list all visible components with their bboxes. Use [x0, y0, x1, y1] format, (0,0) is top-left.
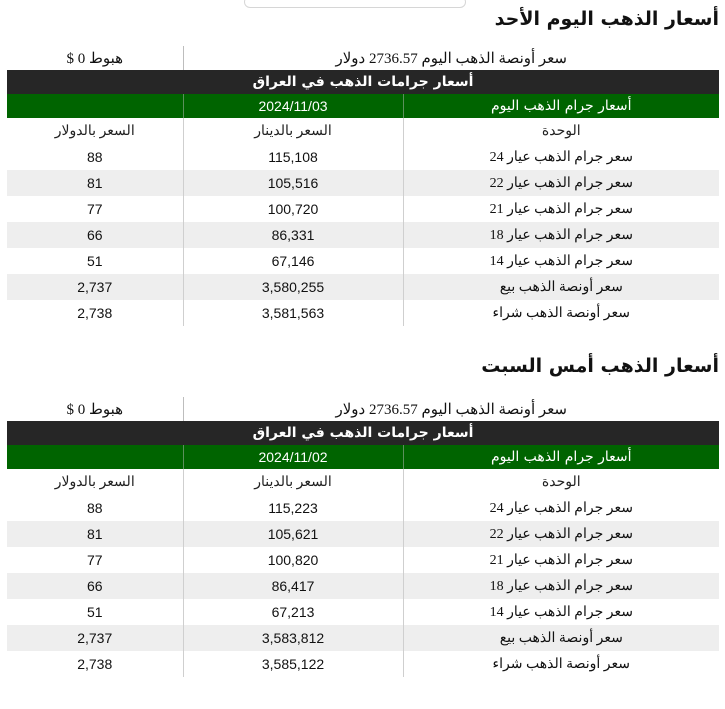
col-unit-header: الوحدة — [403, 469, 719, 495]
col-dinar-header: السعر بالدينار — [183, 469, 403, 495]
row-usd: 51 — [86, 604, 103, 620]
col-unit-header: الوحدة — [403, 118, 719, 144]
search-box-edge[interactable] — [244, 0, 466, 8]
row-dinar: 3,581,563 — [183, 300, 403, 326]
row-usd: 88 — [86, 500, 103, 516]
table-row — [7, 625, 719, 651]
green-header-empty — [7, 445, 183, 469]
row-dinar: 3,583,812 — [183, 625, 403, 651]
section-title: أسعار الذهب اليوم الأحد — [494, 8, 719, 30]
price-change-text: هبوط 0 $ — [66, 401, 124, 418]
row-dinar: 67,213 — [183, 599, 403, 625]
row-usd: 2,738 — [77, 656, 113, 672]
green-header-label: أسعار جرام الذهب اليوم — [403, 445, 719, 469]
table-row — [7, 599, 719, 625]
row-dinar: 86,331 — [183, 222, 403, 248]
row-dinar: 105,621 — [183, 521, 403, 547]
table-row — [7, 144, 719, 170]
spot-price-row — [7, 397, 719, 421]
price-date: 2024/11/02 — [183, 445, 403, 469]
row-usd: 2,737 — [7, 274, 183, 300]
green-header-empty — [7, 94, 183, 118]
row-dinar: 105,516 — [183, 170, 403, 196]
table-row — [7, 196, 719, 222]
row-unit: سعر جرام الذهب عيار 24 — [403, 144, 719, 170]
col-usd-header: السعر بالدولار — [54, 474, 135, 490]
col-dinar-header: السعر بالدينار — [183, 118, 403, 144]
row-unit: سعر جرام الذهب عيار 21 — [403, 547, 719, 573]
table-title: أسعار جرامات الذهب في العراق — [7, 421, 719, 445]
table-row — [7, 248, 719, 274]
table-row — [7, 222, 719, 248]
row-usd: 66 — [7, 222, 183, 248]
gold-price-table — [7, 46, 719, 326]
column-header-row — [7, 118, 719, 144]
row-usd: 81 — [7, 170, 183, 196]
row-dinar: 3,585,122 — [183, 651, 403, 677]
row-usd: 51 — [86, 253, 103, 269]
section-title: أسعار الذهب أمس السبت — [481, 355, 719, 377]
spot-price-row — [7, 46, 719, 70]
row-unit: سعر جرام الذهب عيار 22 — [403, 521, 719, 547]
row-unit: سعر جرام الذهب عيار 18 — [403, 573, 719, 599]
price-date: 2024/11/03 — [183, 94, 403, 118]
spot-price-text: سعر أونصة الذهب اليوم 2736.57 دولار — [183, 397, 719, 421]
row-usd: 66 — [7, 573, 183, 599]
row-unit: سعر جرام الذهب عيار 21 — [403, 196, 719, 222]
table-title-row — [7, 70, 719, 94]
row-unit: سعر جرام الذهب عيار 18 — [403, 222, 719, 248]
row-unit: سعر جرام الذهب عيار 14 — [403, 599, 719, 625]
table-row — [7, 300, 719, 326]
table-row — [7, 547, 719, 573]
row-unit: سعر جرام الذهب عيار 14 — [403, 248, 719, 274]
row-dinar: 3,580,255 — [183, 274, 403, 300]
row-dinar: 100,820 — [183, 547, 403, 573]
row-unit: سعر أونصة الذهب بيع — [403, 274, 719, 300]
row-usd: 88 — [86, 149, 103, 165]
row-usd: 81 — [7, 521, 183, 547]
row-unit: سعر أونصة الذهب بيع — [403, 625, 719, 651]
row-usd: 2,737 — [7, 625, 183, 651]
green-header-label: أسعار جرام الذهب اليوم — [403, 94, 719, 118]
green-header-row — [7, 94, 719, 118]
table-row — [7, 651, 719, 677]
col-usd-header: السعر بالدولار — [54, 123, 135, 139]
row-unit: سعر جرام الذهب عيار 22 — [403, 170, 719, 196]
table-row — [7, 170, 719, 196]
row-usd: 77 — [86, 201, 103, 217]
row-dinar: 115,108 — [183, 144, 403, 170]
row-usd: 2,738 — [77, 305, 113, 321]
row-usd: 77 — [86, 552, 103, 568]
price-change-text: هبوط 0 $ — [66, 50, 124, 67]
green-header-row — [7, 445, 719, 469]
row-dinar: 115,223 — [183, 495, 403, 521]
row-unit: سعر جرام الذهب عيار 24 — [403, 495, 719, 521]
row-unit: سعر أونصة الذهب شراء — [403, 651, 719, 677]
row-unit: سعر أونصة الذهب شراء — [403, 300, 719, 326]
table-row — [7, 573, 719, 599]
row-dinar: 100,720 — [183, 196, 403, 222]
table-title-row — [7, 421, 719, 445]
gold-price-table — [7, 397, 719, 677]
table-title: أسعار جرامات الذهب في العراق — [7, 70, 719, 94]
table-row — [7, 521, 719, 547]
spot-price-text: سعر أونصة الذهب اليوم 2736.57 دولار — [183, 46, 719, 70]
table-row — [7, 274, 719, 300]
row-dinar: 86,417 — [183, 573, 403, 599]
column-header-row — [7, 469, 719, 495]
row-dinar: 67,146 — [183, 248, 403, 274]
table-row — [7, 495, 719, 521]
